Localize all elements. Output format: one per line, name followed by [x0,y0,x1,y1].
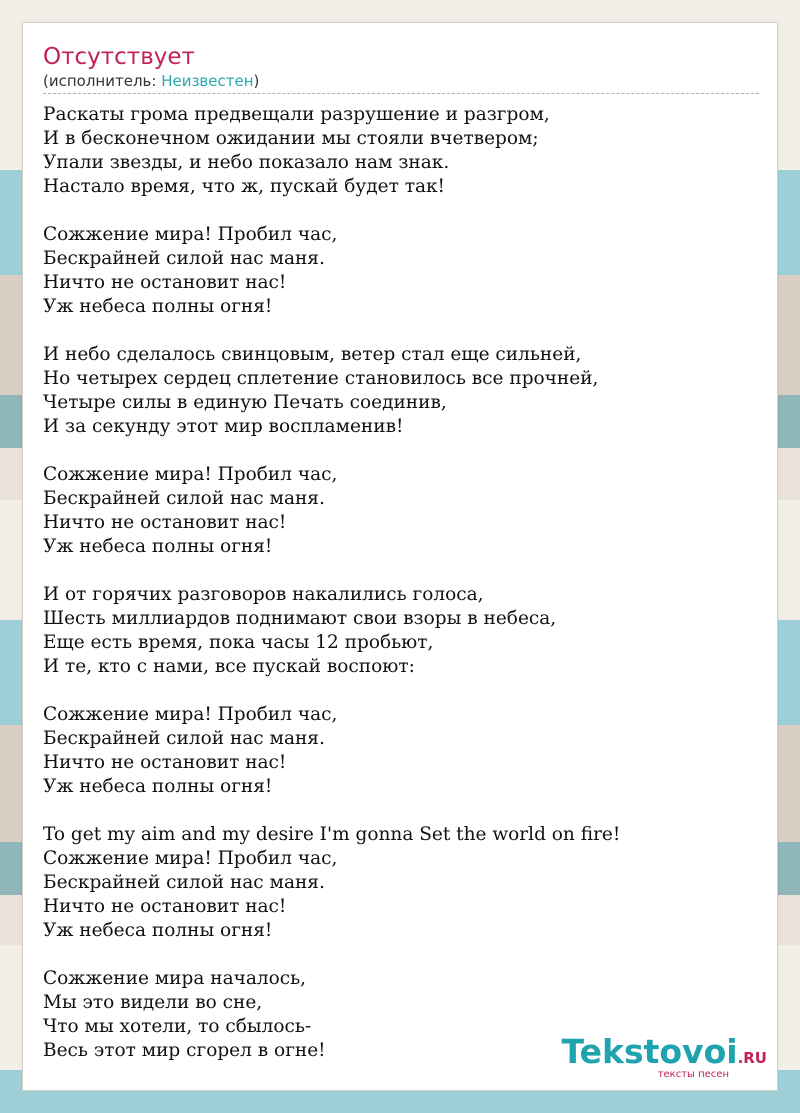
lyric-line: Но четырех сердец сплетение становилось все прочней, [43,368,599,389]
lyric-line: Еще есть время, пока часы 12 пробьют, [43,632,434,653]
lyric-line: Ничто не остановит нас! [43,752,287,773]
lyric-line: Сожжение мира! Пробил час, [43,464,338,485]
song-title: Отсутствует [43,44,195,70]
lyric-line: Ничто не остановит нас! [43,512,287,533]
lyric-line: И в бесконечном ожидании мы стояли вчетвером; [43,128,539,149]
lyric-line: И те, кто с нами, все пускай воспоют: [43,656,415,677]
stanza-gap [43,439,759,463]
lyric-line: Бескрайней силой нас маня. [43,488,325,509]
lyric-line: Настало время, что ж, пускай будет так! [43,176,445,197]
logo-wordmark: Tekstovoi [561,1032,738,1071]
stanza-gap [43,199,759,223]
artist-line [43,71,759,91]
lyrics-text [43,103,759,1063]
lyric-line: To get my aim and my desire I'm gonna Set the world on fire! [43,824,621,845]
lyric-line: Сожжение мира! Пробил час, [43,704,338,725]
lyric-line: Шесть миллиардов поднимают свои взоры в небеса, [43,608,557,629]
lyric-line: И от горячих разговоров накалились голоса, [43,584,484,605]
stanza [43,823,759,943]
lyric-line: Мы это видели во сне, [43,992,263,1013]
lyric-line: Бескрайней силой нас маня. [43,728,325,749]
lyric-line: Сожжение мира началось, [43,968,307,989]
lyric-line: Раскаты грома предвещали разрушение и разгром, [43,104,550,125]
stanza [43,463,759,559]
lyric-line: Ничто не остановит нас! [43,272,287,293]
stanza-gap [43,319,759,343]
lyric-line: Упали звезды, и небо показало нам знак. [43,152,450,173]
lyrics-card [22,22,778,1091]
lyric-line: Бескрайней силой нас маня. [43,872,325,893]
lyric-line: Уж небеса полны огня! [43,776,273,797]
stanza-gap [43,679,759,703]
site-logo[interactable] [547,1034,767,1084]
lyric-line: Уж небеса полны огня! [43,296,273,317]
artist-suffix: ) [253,72,260,90]
stanza [43,103,759,199]
stanza-gap [43,943,759,967]
stanza-gap [43,799,759,823]
lyric-line: Уж небеса полны огня! [43,920,273,941]
stanza [43,343,759,439]
artist-link[interactable]: Неизвестен [161,72,254,90]
logo-subtitle: тексты песен [657,1069,729,1080]
stanza [43,583,759,679]
stanza-gap [43,559,759,583]
lyric-line: Уж небеса полны огня! [43,536,273,557]
lyric-line: Что мы хотели, то сбылось- [43,1016,312,1037]
stanza [43,223,759,319]
artist-prefix: (исполнитель: [43,72,162,90]
lyric-line: Бескрайней силой нас маня. [43,248,325,269]
logo-domain: .RU [737,1049,767,1067]
lyric-line: Весь этот мир сгорел в огне! [43,1040,326,1061]
lyric-line: Ничто не остановит нас! [43,896,287,917]
lyric-line: Сожжение мира! Пробил час, [43,224,338,245]
lyric-line: Четыре силы в единую Печать соединив, [43,392,447,413]
song-header [43,43,759,94]
lyric-line: И небо сделалось свинцовым, ветер стал еще сильней, [43,344,582,365]
lyric-line: И за секунду этот мир воспламенив! [43,416,404,437]
stanza [43,703,759,799]
lyric-line: Сожжение мира! Пробил час, [43,848,338,869]
